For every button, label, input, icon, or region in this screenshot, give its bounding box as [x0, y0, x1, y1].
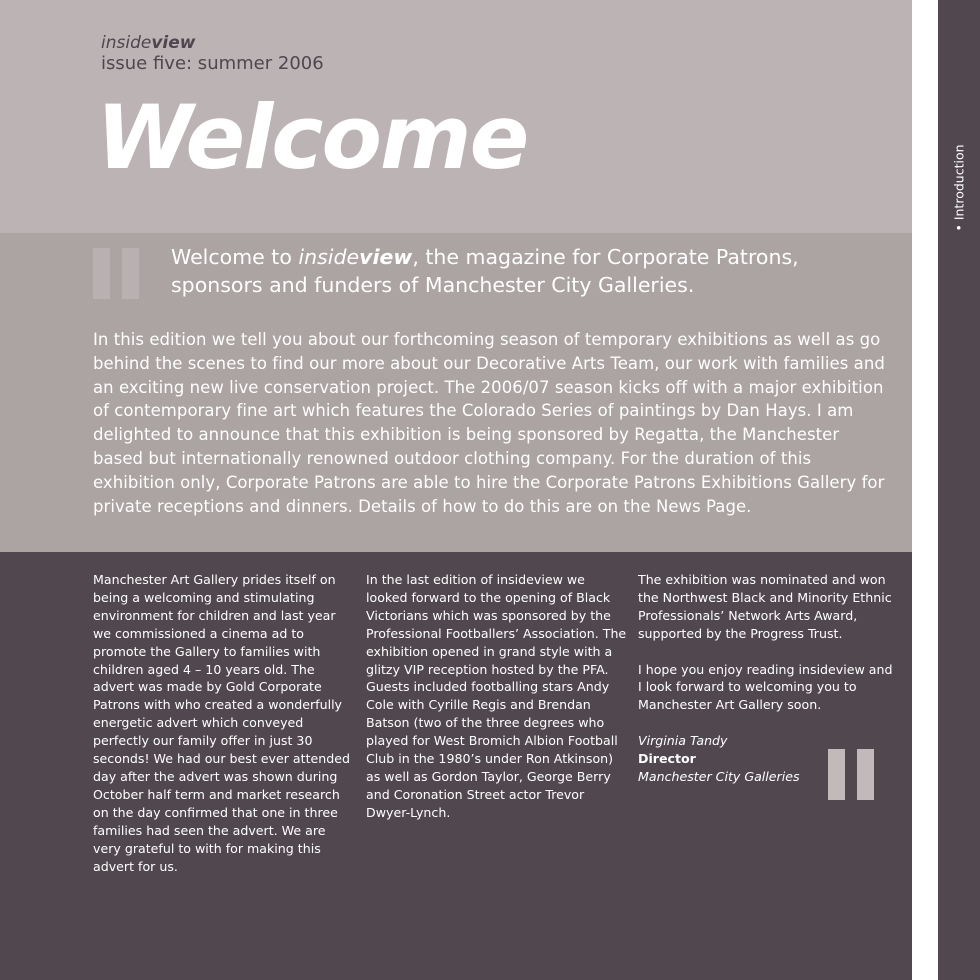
magazine-name-bold: view	[151, 33, 196, 53]
signature-organisation: Manchester City Galleries	[638, 768, 800, 784]
bullet-icon: •	[951, 224, 967, 232]
intro-pullquote	[171, 243, 891, 299]
signature-role: Director	[638, 751, 696, 767]
column-1-text: Manchester Art Gallery prides itself on being a welcoming and stimulating environment for children and last year we commissioned a cinema ad to promote the Gallery to families with children aged 4 – 10 years old. The advert was made by Gold Corporate Patrons with who created a wonderfully energetic advert which conveyed perfectly our family offer in just 30 seconds! We had our best ever attended day after the advert was shown during October half term and market research on the day confirmed that one in three families had seen the advert. We are very grateful to with for making this advert for us.	[93, 572, 350, 874]
column-1	[93, 571, 355, 893]
magazine-name	[101, 33, 195, 53]
close-quote-icon-bar	[857, 749, 874, 800]
column-3-paragraph-2: I hope you enjoy reading insideview and I look forward to welcoming you to Manchester Art Gallery soon.	[638, 661, 893, 713]
intro-text-start: Welcome to	[171, 245, 299, 269]
open-quote-icon-bar	[122, 248, 139, 299]
page-gutter	[912, 0, 938, 980]
column-2-text: In the last edition of insideview we looked forward to the opening of Black Victorians which was sponsored by the Professional Footballers’ Association. The exhibition opened in grand style with a glitzy VIP reception hosted by the PFA. Guests included footballing stars Andy Cole with Cyrille Regis and Brendan Batson (two of the three degrees who played for West Bromich Albion Football Club in the 1980’s under Ron Atkinson) as well as Gordon Taylor, George Berry and Coronation Street actor Trevor Dwyer-Lynch.	[366, 572, 627, 820]
column-2	[366, 571, 628, 840]
magazine-name-light: inside	[101, 33, 152, 53]
intro-name-light: inside	[298, 245, 360, 269]
column-3-paragraph-1: The exhibition was nominated and won the Northwest Black and Minority Ethnic Professionals’ Network Arts Award, supported by the Progress Trust.	[638, 572, 892, 641]
lead-paragraph: In this edition we tell you about our forthcoming season of temporary exhibitions as well as go behind the scenes to find our more about our Decorative Arts Team, our work with families and an exciting new live conservation project. The 2006/07 season kicks off with a major exhibition of contemporary fine art which features the Colorado Series of paintings by Dan Hays. I am delighted to announce that this exhibition is being sponsored by Regatta, the Manchester based but internationally renowned outdoor clothing company. For the duration of this exhibition only, Corporate Patrons are able to hire the Corporate Patrons Exhibitions Gallery for private receptions and dinners. Details of how to do this are on the News Page.	[93, 330, 885, 516]
signature-name: Virginia Tandy	[638, 733, 728, 749]
page-title: Welcome	[96, 86, 528, 189]
intro-name-bold: view	[359, 245, 413, 269]
section-tab-introduction[interactable]	[952, 144, 967, 231]
intro-magazine-name	[298, 245, 412, 269]
section-tab-label: Introduction	[951, 144, 967, 221]
close-quote-icon	[828, 749, 845, 800]
issue-label: issue five: summer 2006	[101, 53, 324, 74]
intro-text-end: , the magazine for Corporate Patrons, sponsors and funders of Manchester City Galleries.	[171, 245, 799, 297]
open-quote-icon	[93, 248, 110, 299]
